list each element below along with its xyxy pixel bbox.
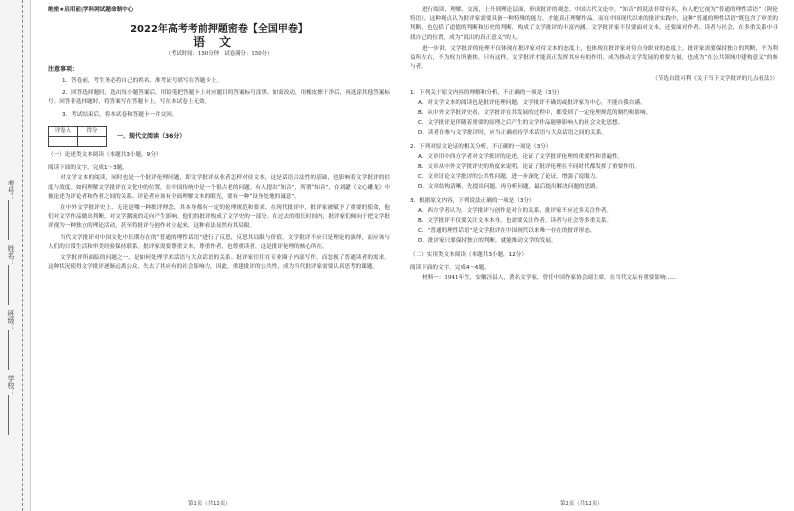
score-table-cell	[49, 137, 78, 147]
school-line	[8, 395, 9, 435]
exam-title: 2022年高考考前押题密卷【全国甲卷】	[130, 24, 308, 36]
question-stem: 2．下列对原文论证的相关分析，不正确的一项是（3分）	[410, 143, 552, 150]
read-instruction: 阅读下面的文字，完成4～6题。	[410, 264, 490, 271]
notice-item: 2．回答选择题时，选出每小题答案后，用铅笔把答题卡上对应题目的答案标号涂黑。如需改动，用橡皮擦干净后，再选涂其他答案标号。回答非选择题时，将答案写在答题卡上。写在本试卷上无效。	[48, 90, 390, 106]
question-option: C．文章讨论文学批评的公共性问题，进一步深化了论证，增强了说服力。	[418, 174, 601, 181]
section-row	[48, 126, 390, 147]
left-page	[48, 6, 390, 496]
school-label: 学校：	[7, 375, 15, 396]
question-option: B．文学批评不仅要关注文本本身，也需要关注作者、读者与社会等多重关系。	[418, 218, 613, 225]
question-option: A．文章用中西方学者对文学批评的论述，论证了文学批评伦理的重要性和普遍性。	[418, 153, 624, 160]
passage-paragraph: 进行阅读、理解、交流，上升到理论层面，形成批评的观念。中国古代文论中，“知音”的说法非常有名，有人把它视为“普通的理性话语”（阿伦特语），这种观点认为批评家需要具备一种特殊的能力，才能真正理解作品。而在中国现代以来的批评实践中，这种“普通的理性话语”既包含了审美的判断，也包括了道德的判断和历史的判断，构成了文学批评的丰富内涵。文学批评家不仅要面对文本，还要面对作者、读者与社会，在多重关系中寻找自己的位置，成为“说出的真正意义”的人。	[410, 7, 778, 41]
exam-info: （考试时间：150分钟 试卷满分：150分）	[165, 50, 273, 57]
sub-section-title: （一）论述类文本阅读（本题共3小题，9分）	[48, 152, 162, 159]
exam-no-line	[8, 200, 9, 240]
notice-heading: 注意事项：	[48, 65, 79, 73]
read-instruction: 阅读下面的文字，完成1～3题。	[48, 165, 128, 172]
question-option: A．西方学者认为，文学批评与创作是对立的关系，批评家不应过多关注作者。	[418, 207, 613, 214]
question-stem: 3．根据原文内容，下列说法正确的一项是（3分）	[410, 197, 535, 204]
score-table-header: 评卷人	[49, 126, 78, 136]
subject-title: 语文	[192, 35, 245, 50]
page-number-right: 第2页（共12页）	[560, 501, 603, 507]
section-title: 一、现代文阅读（36分）	[117, 132, 186, 140]
question-option: A．对文学文本的阅读也是批评伦理问题，文学批评不确切或批评家为中心，不能自我自满。	[418, 99, 646, 106]
question-option: C．“普通的理性话语”是文学批评在中国现代以来唯一存在的批评形态。	[418, 228, 596, 235]
class-line	[8, 330, 9, 370]
exam-no-label: 考号：	[7, 180, 15, 201]
score-table	[48, 126, 107, 147]
question-option: D．文章结构清晰，先提出问题，再分析问题，最后提出解决问题的思路。	[418, 184, 602, 191]
confidential-note: 绝密★启用前|学科网试题命制中心	[48, 7, 134, 13]
right-page	[410, 6, 778, 496]
name-label: 姓名：	[7, 245, 15, 266]
score-table-cell	[78, 137, 107, 147]
page-number-left: 第1页（共12页）	[188, 501, 231, 507]
question-option: B．文章从中外文学批评史的角度来说明，论证了批评伦理在不同时代都发挥了重要作用。	[418, 164, 640, 171]
passage-paragraph: 文学批评所面临的问题之一，是如何处理学术话语与大众话语的关系。批评家往往在专业圈子内部写作，而忽视了普通读者的需求。这种状况使得文学批评逐渐远离公众，失去了其应有的社会影响力。因此，重建批评的公共性，成为当代批评家需要认真思考的课题。	[48, 255, 390, 271]
name-line	[8, 265, 9, 305]
passage-paragraph: 进一步讲，文学批评的伦理不仅体现在批评家对待文本的态度上，也体现在批评家对待自身职业的态度上。批评家需要保持独立的判断，不为利益所左右，不为权力所裹挟。只有这样，文学批评才能真正发挥其应有的作用，成为推动文学发展的重要力量，也成为“在公共领域中建构意义”的参与者。	[410, 45, 778, 71]
cut-line	[22, 0, 23, 511]
question-option: D．读者在参与文学批评时，应当正确看待学术话语与大众话语之间的关系。	[418, 130, 607, 137]
passage-paragraph: 材料一：1941年生，安徽泾县人，著名文学家，曾任中国作家协会副主席，在当代文坛有重要影响……	[422, 275, 677, 282]
notice-item: 3．考试结束后，将本试卷和答题卡一并交回。	[62, 111, 178, 118]
passage-paragraph: 在中外文学批评史上，无论是哪一种批评理念，其本身都有一定的伦理规范和要求。在现代批评中，批评家被赋予了重要的使命，他们对文学作品做出判断，对文学潮流的走向产生影响，他们的批评构成了文学史的一部分。在过去的很长时间内，批评家们倾向于把文学批评视为一种独立的理论活动，甚至将批评与创作对立起来，这种看法显然有其局限。	[48, 205, 390, 230]
passage-paragraph: 对文学文本的阅读，同时也是一个批评伦理问题，即文学批评从业者怎样对待文本，这是话语合法性的基础，也影响着文学批评的信度与效度。如何理解文学批评在文化中的位置，在中国传统中是一个很古老的问题。有人提出“知音”，所谓“知音”，在刘勰《文心雕龙》中被论述为评论者和作者之间的关系。评论者应该有全面理解文本的眼光，要有一种“设身处地的诚意”。	[48, 175, 390, 200]
sub-section-title: （二）实用类文本阅读（本题共3小题，12分）	[410, 251, 527, 258]
question-option: C．文学批评是伴随着重要的原理之后产生的文学作品能够影响人的社会文化思想。	[418, 120, 624, 127]
question-option: D．批评家只要保持独立的判断，就能推动文学的发展。	[418, 238, 557, 245]
score-table-header: 得分	[78, 126, 107, 136]
notice-item: 1．答卷前，考生务必将自己的姓名、准考证号填写在答题卡上。	[62, 78, 223, 85]
passage-source: （节选自段可利《关于当下文学批评的几点看法》）	[652, 76, 778, 83]
question-option: B．从中外文学批评史看，文学批评在其发展的过程中，都受到了一定伦理规范的制约和影响。	[418, 110, 652, 117]
passage-paragraph: 当代文学批评对中国文化中长期存在的“普通的理性话语”进行了反思，反思其局限与价值。文学批评不应只是理论的演绎，而应该与人们的日常生活和审美经验保持联系。批评家需要尊重文本，尊重作者，也尊重读者，这是批评伦理的核心所在。	[48, 234, 390, 250]
class-label: 班级：	[7, 310, 15, 331]
question-stem: 1．下列关于原文内容的理解和分析，不正确的一项是（3分）	[410, 89, 563, 96]
binding-margin	[0, 0, 31, 511]
